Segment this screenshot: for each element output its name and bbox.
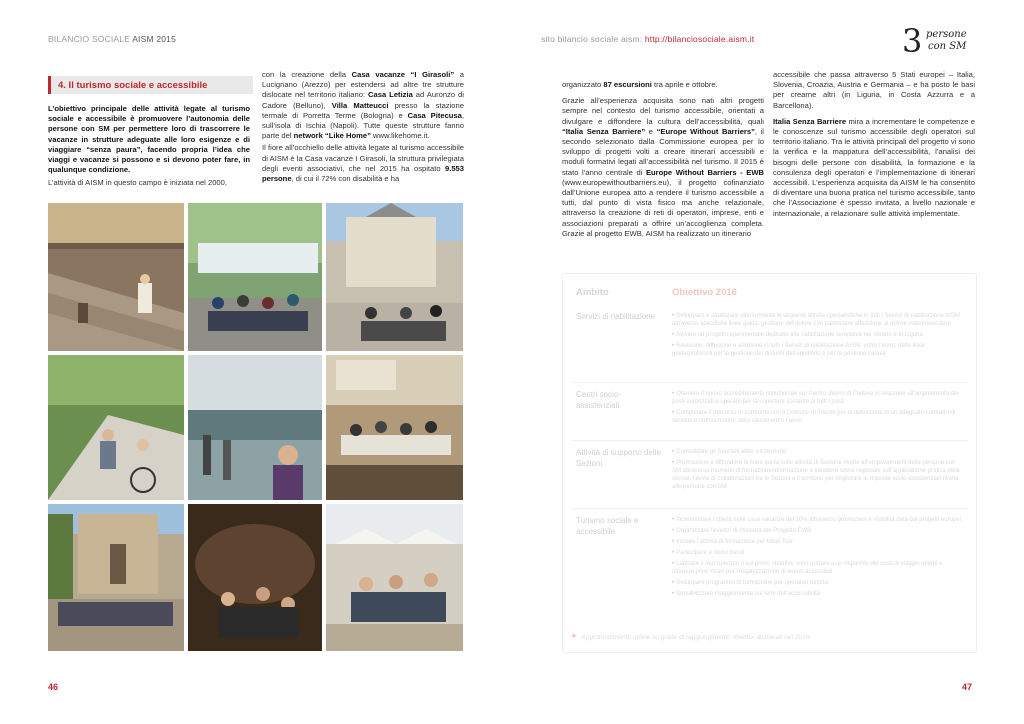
intro-paragraph: L’obiettivo principale delle attività legate al turismo sociale e accessibile è promuovere l’autonomia delle persone con SM per permettere loro di trascorrere le vacanze in strutture adeguate alle loro esigenze e di viaggiare “senza paura”, facendo propria l’idea che viaggi e vacanze si possono e si devono poter fare, in qualunque condizione. [48, 104, 250, 175]
paragraph: Il fiore all’occhiello delle attività legate al turismo accessibile di AISM è la Casa vacanze I Girasoli, la struttura privilegiata degli eventi associativi, che nel 2015 ha ospitato 9.553 persone, di cui il 72% con disabilità e ha [262, 143, 464, 184]
paragraph: Grazie all’esperienza acquisita sono nati altri progetti sempre nel contesto del turismo accessibile, orientati a divulgare e diffondere la cultura dell’accessibilità, quali “Italia Senza Barriere” e “Europe Without Barriers”, il secondo selezionato dalla Commissione europea per lo sviluppo di progetti volti a creare itinerari accessibili e moduli formativi legati all’accessibilità nel turismo. Il 2015 è stato l’anno centrale di Europe Without Barriers - EWB (www.europewithoutbarriers.eu), il progetto cofinanziato dall’Unione europea atto a rendere il turismo accessibile a tutti, dal punto di vista fisico ma anche relazionale, attraverso la creazione di reti di operatori, imprese, enti e associazioni preparati a offrire un’accoglienza completa. Grazie al progetto EWB, AISM ha realizzato un itinerario [562, 96, 764, 238]
table-header-ambito: Ambito [576, 287, 609, 298]
list-item: • Sensibilizzare maggiormente sui temi dell’accessibilità [672, 591, 821, 597]
section-title: 4. Il turismo sociale e accessibile [58, 80, 208, 91]
row-items-servizi [672, 312, 962, 361]
header-left [48, 34, 176, 44]
header-right [541, 34, 754, 44]
right-col-1 [562, 80, 764, 245]
table-header-obiettivo: Obiettivo 2016 [672, 287, 737, 298]
row-items-supporto [672, 448, 962, 494]
row-label-servizi: Servizi di riabilitazione [576, 312, 656, 321]
paragraph: Italia Senza Barriere mira a incrementare le competenze e le conoscenze sul turismo accessibile degli operatori sul territorio italiano. Tra le attività principali del progetto vi sono la verifica e la mappatura dell’accessibilità, l’analisi dei bisogni delle persone con disabilità, la formazione e la consulenza degli operatori e l’implementazione di itinerari accessibili. L’esperienza acquisita da AISM le ha consentito di diventare una buona pratica nel turismo accessibile, tanto che l’Associazione è spesso invitata, a livello nazionale e internazionale, a relazionare sulle attività implementate. [773, 116, 976, 218]
site-label: sito bilancio sociale aism: [541, 34, 643, 44]
footnote-text: Approfondimento online su grado di raggiungimento obiettivi dichiarati nel 2014 [581, 634, 810, 641]
photo-steps [48, 203, 184, 351]
list-item: • Lanciare il tour operator il cui primo obiettivo sono portare a un risparmio dei costi di viaggio interni e ottenere primi ricavi per l’organizzazione di eventi accessibili [672, 561, 943, 575]
chapter-logo [902, 22, 992, 60]
row-items-centri [672, 390, 962, 428]
photo-city-square [326, 203, 463, 351]
paragraph: accessibile che passa attraverso 5 Stati europei – Italia, Slovenia, Croazia, Austria e Germania – e ha posto le basi per crearne altri (in Liguria, in Costa Azzurra e a Barcellona). [773, 70, 975, 110]
row-divider [572, 382, 968, 383]
photo-meeting-room [326, 355, 463, 500]
list-item: • Completare il percorso di confronto con il Comune di Trieste per la definizione di un adeguato contratto di servizio e sottoscrizione dello stesso entro l’anno [672, 410, 956, 424]
list-item: • Avviare un progetto sperimentale dedicato alla riabilitazione lavorativa nel Veneto e in Liguria [672, 332, 923, 338]
logo-line-2: con SM [928, 41, 967, 52]
list-item: • Partecipare a nuovi bandi [672, 550, 745, 556]
list-item: • Promuovere e diffondere le linee guida sulle attività di Sezione rivolte all’empowerment delle persone con SM attraverso momenti di formazione/informazione a carattere sovra regionale sull’applicazione pratica delle stesse, l’avvio di collaborazioni tra le Sezioni e il territorio per migliorare le risposte socio-assistenziali rivolte alle persone con SM [672, 460, 961, 490]
paragraph: L’attività di AISM in questo campo è iniziata nel 2000, [48, 178, 227, 188]
left-col-1 [48, 104, 250, 195]
row-label-supporto: Attività di supporto delle Sezioni [576, 448, 661, 468]
row-divider [572, 440, 968, 441]
section-title-box [48, 76, 253, 94]
photo-lake [188, 355, 322, 500]
row-items-turismo [672, 516, 962, 601]
chapter-number: 3 [902, 22, 923, 60]
page-number-left: 46 [48, 682, 59, 692]
gear-icon: ✦ [570, 631, 578, 641]
photo-bridge [48, 355, 184, 500]
list-item: • Organizzare l’evento di chiusura del Progetto EWB [672, 528, 812, 534]
list-item: • Sviluppare e strutturare ulteriormente le seguenti attività specialistiche in tutti i Servizi di riabilitazione AISM attraverso specifiche linee guida: gestione del dolore con particolare attenzione al dolore osteomuscolare [672, 313, 960, 327]
photo-church [48, 504, 184, 651]
paragraph: organizzato 87 escursioni tra aprile e ottobre. [562, 80, 718, 89]
list-item: • Ottenere il nuovo accreditamento istituzionale sul Centro diurno di Padova in relazione all’ampliamento dei posti autorizzati e operare per la copertura costante di tutti i posti [672, 391, 959, 405]
list-item: • Incrementare i clienti nelle case vacanze del 10% attraverso promozioni e visibilità data dai progetti europei [672, 517, 961, 523]
row-label-turismo: Turismo sociale e accessibile [576, 516, 639, 536]
paragraph: con la creazione della Casa vacanze “I Girasoli” a Lucignano (Arezzo) per estendersi ad altre tre strutture dislocate nel territorio italiano: Casa Letizia ad Auronzo di Cadore (Belluno), Villa Matteucci presso la stazione termale di Porretta Terme (Bologna) e Casa Pitecusa, sull’isola di Ischia (Napoli). Tutte queste strutture fanno parte del network “Like Home” www.likehome.it. [262, 70, 464, 141]
list-item: • Iniziare l’attività di formazione per Ideal Tour [672, 539, 794, 545]
list-item: • Sviluppare programmi di formazione per operatori turistici [672, 580, 829, 586]
photo-terrace [326, 504, 463, 651]
right-col-2 [773, 70, 975, 225]
left-col-2 [262, 70, 464, 190]
row-divider [572, 508, 968, 509]
header-title: BILANCIO SOCIALE [48, 34, 131, 44]
page-number-right: 47 [962, 682, 973, 692]
row-label-centri: Centri socio-assistenziali [576, 390, 621, 410]
photo-cave [188, 504, 322, 651]
list-item: • Revisione, diffusione e adozione in tutti i Servizi di riabilitazione AISM, entro l’anno, delle linee guida/protocolli per la gestione dei disturbi dell’equilibrio e per la gestione cadute [672, 343, 926, 357]
photo-group-outdoor [188, 203, 322, 351]
site-link[interactable]: http://bilanciosociale.aism.it [644, 34, 755, 44]
logo-line-1: persone [926, 29, 967, 40]
header-year: AISM 2015 [132, 34, 177, 44]
list-item: • Consolidare gli Sportelli attivi sul territorio [672, 449, 787, 455]
table-footnote [570, 631, 809, 642]
